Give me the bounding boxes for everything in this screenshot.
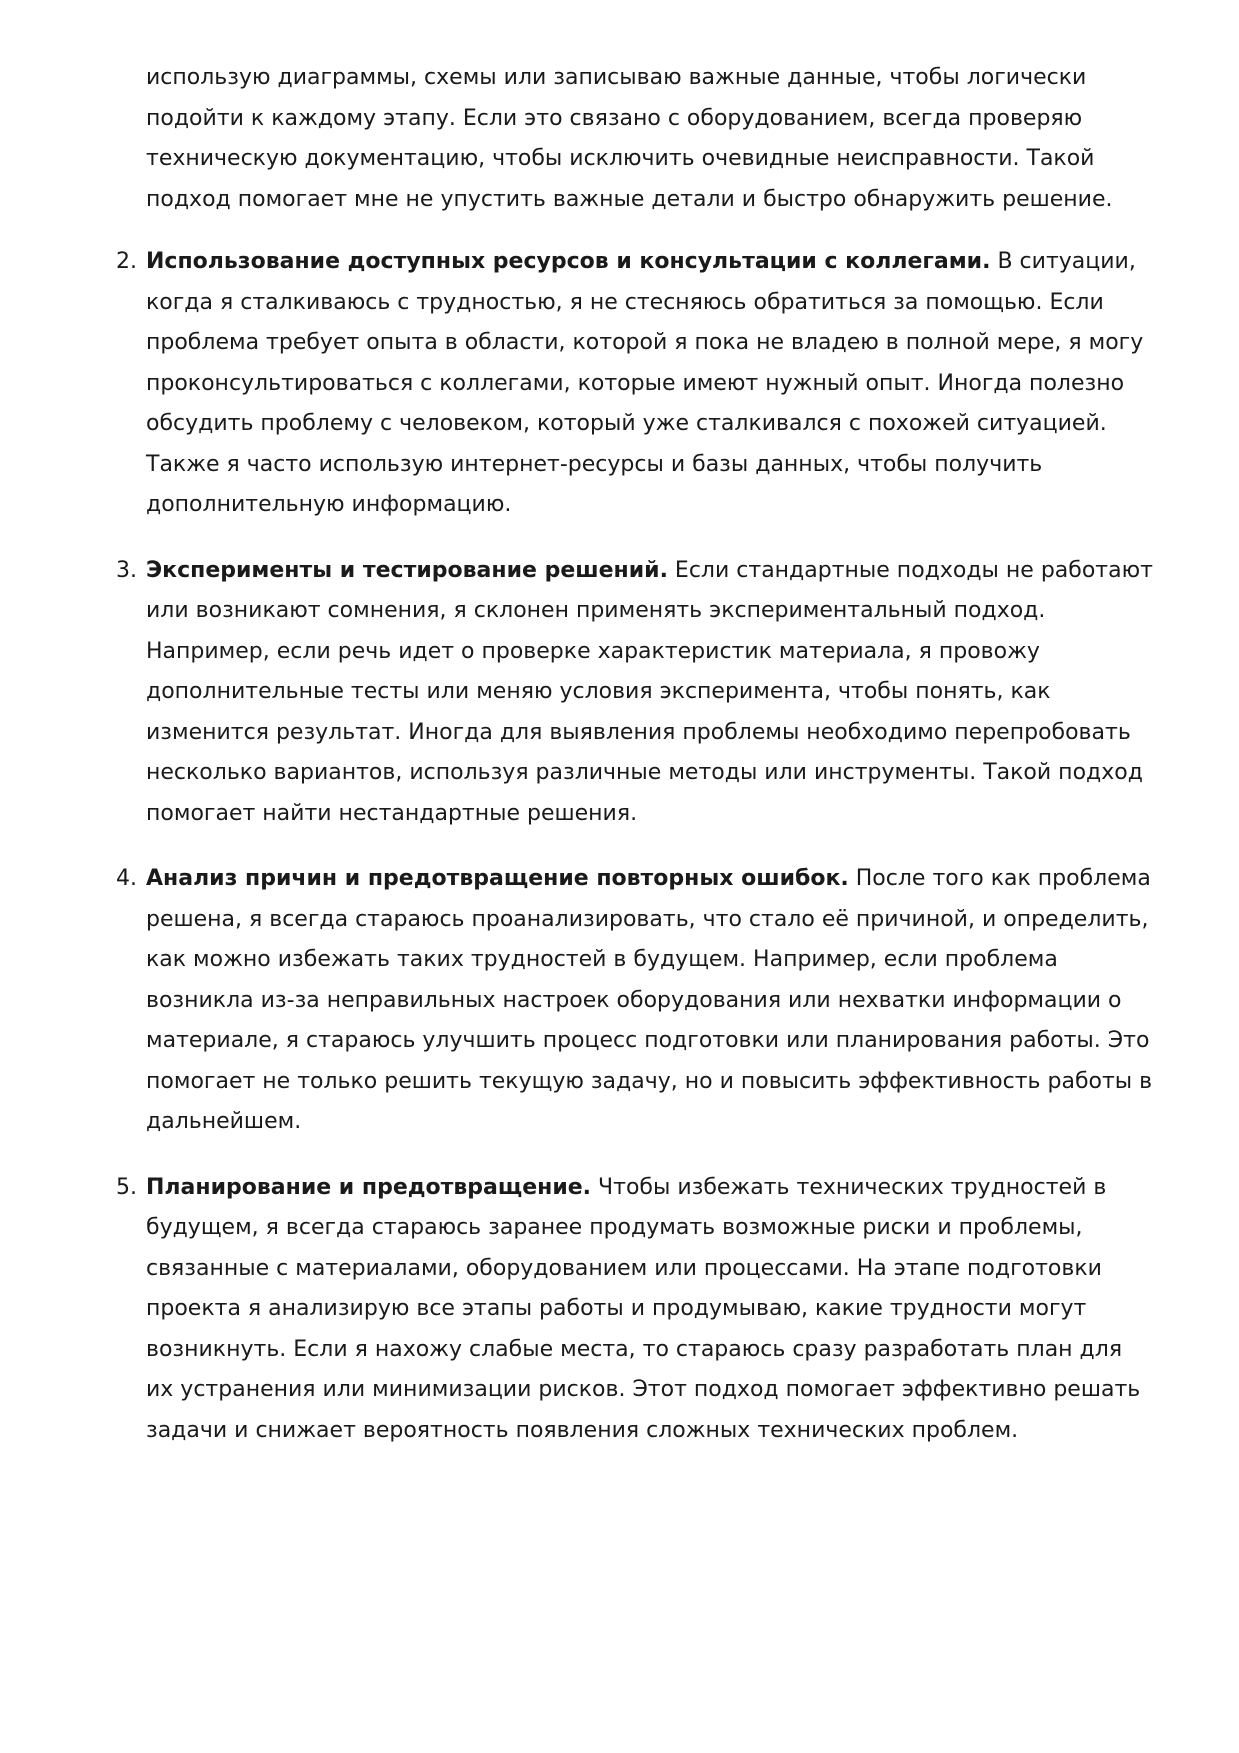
list-item: [116, 1168, 1156, 1452]
list-item-body: Если стандартные подходы не работают или возникают сомнения, я склонен применять экспериментальный подход. Например, если речь идет о проверке характеристик материала, я провожу дополнительные тесты или меняю условия эксперимента, чтобы понять, как изменится результат. Иногда для выявления проблемы необходимо перепробовать несколько вариантов, используя различные методы или инструменты. Такой подход помогает найти нестандартные решения.: [146, 557, 1153, 826]
document-content: [116, 58, 1156, 1476]
list-item: [116, 551, 1156, 835]
list-item-text: [146, 1168, 1156, 1452]
list-item-body: Чтобы избежать технических трудностей в будущем, я всегда стараюсь заранее продумать возможные риски и проблемы, связанные с материалами, оборудованием или процессами. На этапе подготовки проекта я анализирую все этапы работы и продумываю, какие трудности могут возникнуть. Если я нахожу слабые места, то стараюсь сразу разработать план для их устранения или минимизации рисков. Этот подход помогает эффективно решать задачи и снижает вероятность появления сложных технических проблем.: [146, 1174, 1141, 1443]
list-item-body: После того как проблема решена, я всегда стараюсь проанализировать, что стало её причиной, и определить, как можно избежать таких трудностей в будущем. Например, если проблема возникла из-за неправильных настроек оборудования или нехватки информации о материале, я стараюсь улучшить процесс подготовки или планирования работы. Это помогает не только решить текущую задачу, но и повысить эффективность работы в дальнейшем.: [146, 866, 1153, 1134]
list-item-number: 4.: [116, 866, 137, 891]
list-item-lead: Использование доступных ресурсов и консультации с коллегами.: [146, 249, 991, 274]
list-item: [116, 859, 1156, 1143]
list-item-lead: Анализ причин и предотвращение повторных ошибок.: [146, 866, 849, 891]
list-item-number: 2.: [116, 249, 137, 274]
numbered-list: [116, 242, 1156, 1451]
list-item-text: [146, 551, 1156, 835]
list-item-number: 5.: [116, 1174, 137, 1200]
list-item: [116, 242, 1156, 526]
list-item-lead: Эксперименты и тестирование решений.: [146, 557, 668, 583]
list-item-body: В ситуации, когда я сталкиваюсь с трудностью, я не стесняюсь обратиться за помощью. Если проблема требует опыта в области, которой я пока не владею в полной мере, я могу проконсультироваться с коллегами, которые имеют нужный опыт. Иногда полезно обсудить проблему с человеком, который уже сталкивался с похожей ситуацией. Также я часто использую интернет-ресурсы и базы данных, чтобы получить дополнительную информацию.: [146, 249, 1144, 517]
list-item-lead: Планирование и предотвращение.: [146, 1174, 592, 1200]
intro-paragraph: использую диаграммы, схемы или записываю важные данные, чтобы логически подойти к каждому этапу. Если это связано с оборудованием, всегда проверяю техническую документацию, чтобы исключить очевидные неисправности. Такой подход помогает мне не упустить важные детали и быстро обнаружить решение.: [146, 65, 1113, 212]
list-item-text: [146, 859, 1156, 1143]
list-item-number: 3.: [116, 557, 137, 583]
list-item-text: [146, 242, 1156, 526]
